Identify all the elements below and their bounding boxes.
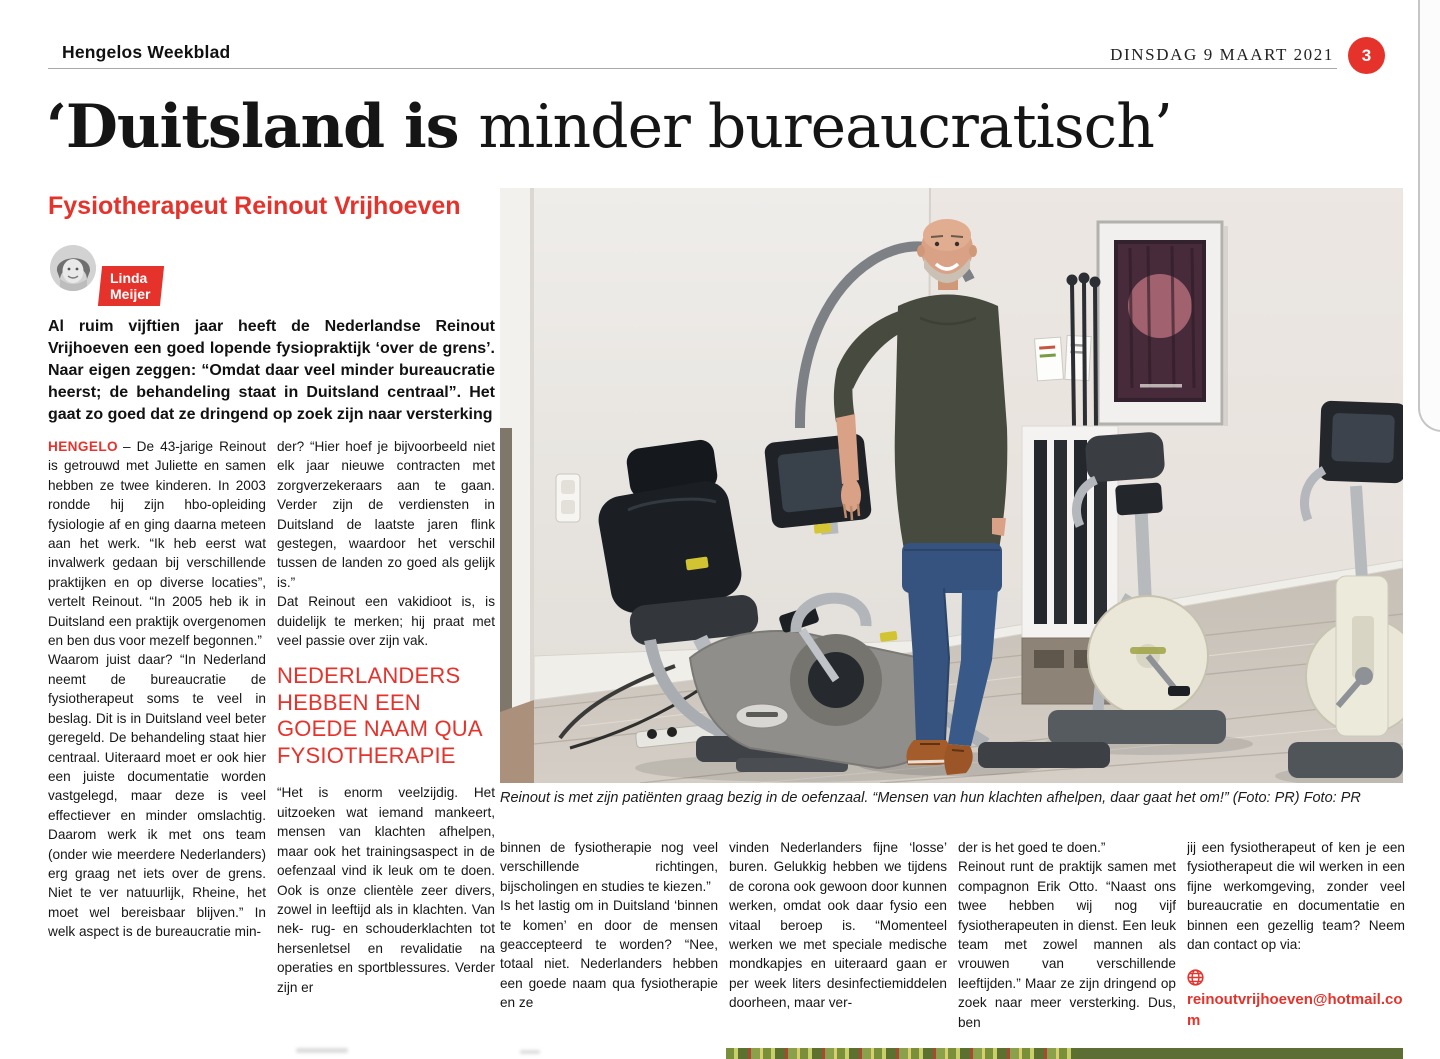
body-column-3 [500, 838, 718, 1048]
kicker: Fysiotherapeut Reinout Vrijhoeven [48, 192, 461, 220]
paragraph: der? “Hier hoef je bijvoorbeeld niet elk jaar nieuwe contracten met zorgverzekeraars aan te gaan. Verder zijn de verdiensten in Duitsland de laatste jaren flink gestegen, waardoor het verschil tussen de landen zo goed als gelijk is.” [277, 439, 495, 590]
body-column-1 [48, 437, 266, 1039]
body-column-4 [729, 838, 947, 1048]
paragraph: vinden Nederlanders fijne ‘losse’ buren. Gelukkig hebben we tijdens de corona ook gewoon door kunnen werken, omdat ook daar fysio een vitaal beroep is. “Momenteel werken we met speciale medische mondkapjes en uiteraard gaan er per week liters desinfectiemiddelen doorheen, maar ver- [729, 840, 947, 1011]
paragraph: “Het is enorm veelzijdig. Het uitzoeken wat iemand mankeert, mensen van klachten afhelpen, maar ook het trainingsaspect in de oefenzaal vind ik leuk om te doen. Ook is onze clientèle zeer divers, zowel in leeftijd als in klachten. Van nek- rug- en schouderklachten tot hersenletsel en revalidatie na operaties en sportblessures. Verder zijn er [277, 785, 495, 995]
masthead-rule [48, 68, 1337, 69]
rack-bars [1069, 275, 1099, 427]
pull-quote: NEDERLANDERS HEBBEN EEN GOEDE NAAM QUA FYSIOTHERAPIE [277, 663, 482, 768]
dateline: HENGELO [48, 439, 119, 454]
page-number-badge: 3 [1348, 37, 1385, 74]
author-portrait-icon [50, 245, 96, 291]
author-name: Linda Meijer [110, 270, 151, 302]
framed-picture [1098, 222, 1228, 426]
paragraph: binnen de fysiotherapie nog veel verschillende richtingen, bijscholingen en studies te kiezen.” [500, 840, 718, 894]
paragraph: jij een fysiotherapeut of ken je een fysiotherapeut die wil werken in een fijne werkomgeving, zonder veel bureaucratie en documentatie en binnen een gezellig team? Neem dan contact op via: [1187, 840, 1405, 953]
author-badge [98, 266, 165, 306]
gym-photo [500, 188, 1403, 783]
paragraph: Is het lastig om in Duitsland ‘binnen te komen’ en door de mensen geaccepteerd te worden? “Nee, totaal niet. Nederlanders hebben een goede naam qua fysiotherapie en ze [500, 898, 718, 1011]
body-column-5 [958, 838, 1176, 1048]
contact-block [1187, 968, 1405, 1031]
headline [46, 88, 1386, 166]
next-article-photo-edge [726, 1048, 1403, 1059]
author-avatar [50, 245, 96, 291]
gym-photo-illustration [500, 188, 1403, 783]
masthead-brand: Hengelos Weekblad [62, 42, 231, 62]
viewer-panel-edge [1418, 0, 1440, 432]
headline-rest: minder bureaucratisch’ [478, 92, 1172, 162]
paragraph: der is het goed te doen.” [958, 840, 1106, 855]
paragraph-text: – De 43-jarige Reinout is getrouwd met Juliette en samen hebben ze twee kinderen. In 2003 rondde hij zijn hbo-opleiding fysiologie af en ging daarna meteen aan het werk. “Ik heb eerst wat invalwerk gedaan bij verschillende praktijken en op diverse locaties”, vertelt Reinout. “In 2005 heb ik in Duitsland een praktijk overgenomen en ben dus voor mezelf begonnen.” [48, 439, 266, 649]
paragraph: Waarom juist daar? “In Nederland neemt de bureaucratie de fysiotherapeut soms te veel in beslag. Dit is in Duitsland veel beter geregeld. De behandeling staat hier centraal. Uiteraard moet er ook hier een juiste documentatie worden vastgelegd, maar deze is veel effectiever en minder omslachtig. Daarom werk ik met ons team (onder wie meerdere Nederlanders) erg graag net iets over de grens. Niet te ver natuurlijk, Rheine, het moet wel bereisbaar blijven.” In welk aspect is de bureaucratie min- [48, 652, 266, 940]
photo-caption: Reinout is met zijn patiënten graag bezig in de oefenzaal. “Mensen van hun klachten afhelpen, daar gaat het om!” (Foto: PR) Foto: PR [500, 790, 1361, 806]
cropped-content-fragment [296, 1048, 348, 1053]
cropped-content-fragment [520, 1050, 540, 1054]
headline-lead: ‘Duitsland is [46, 92, 479, 162]
paragraph: Reinout runt de praktijk samen met compagnon Erik Otto. “Naast ons twee hebben wij nog vijf fysiotherapeuten in dienst. Een leuk team met zowel mannen als vrouwen van verschillende leeftijden.” Maar ze zijn dringend op zoek naar meer versterking. Dus, ben [958, 859, 1176, 1030]
wall-outlet [556, 474, 580, 522]
body-column-2 [277, 437, 495, 1039]
paragraph [48, 437, 266, 650]
article-intro: Al ruim vijftien jaar heeft de Nederlandse Reinout Vrijhoeven een goed lopende fysiopraktijk ‘over de grens’. Naar eigen zeggen: “Omdat daar veel minder bureaucratie heerst; de behandeling staat in Duitsland centraal”. Het gaat zo goed dat ze dringend op zoek zijn naar versterking [48, 318, 495, 423]
globe-icon [1187, 969, 1204, 986]
door-frame [500, 188, 534, 783]
contact-email-link[interactable]: reinoutvrijhoeven@hotmail.com [1187, 991, 1403, 1030]
body-column-6 [1187, 838, 1405, 1053]
paragraph: Dat Reinout een vakidioot is, is duidelijk te merken; hij praat met veel passie over zijn vak. [277, 594, 495, 649]
masthead-date: DINSDAG 9 MAART 2021 [1110, 45, 1334, 64]
